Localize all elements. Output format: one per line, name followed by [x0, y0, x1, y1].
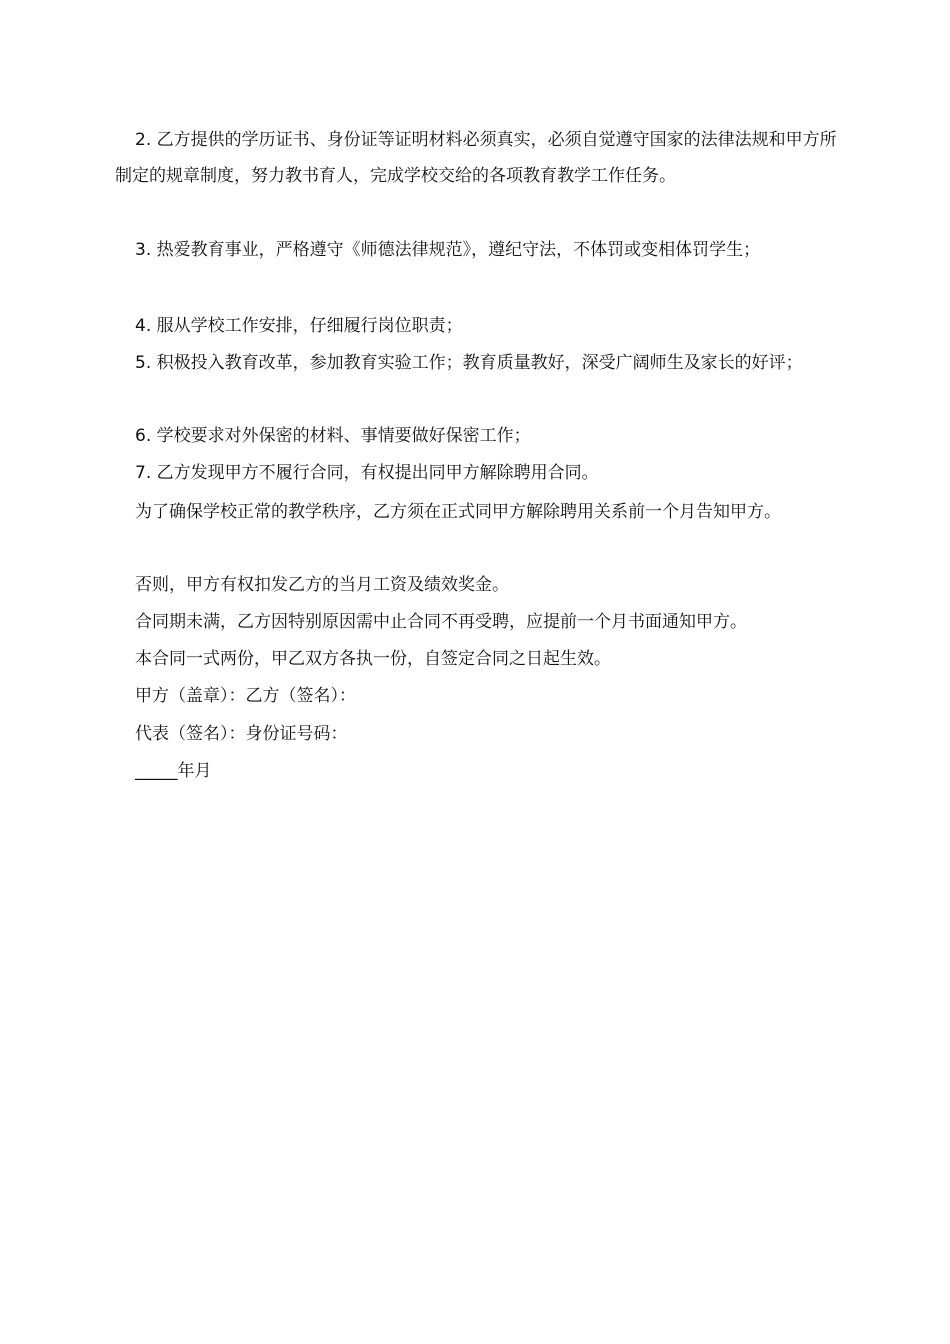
signature-line-representative: 代表（签名）：身份证号码：: [135, 724, 348, 744]
clause-7: 7. 乙方发现甲方不履行合同，有权提出同甲方解除聘用合同。: [135, 463, 599, 483]
signature-line-parties: 甲方（盖章）：乙方（签名）：: [135, 686, 356, 706]
clause-4: 4. 服从学校工作安排，仔细履行岗位职责；: [135, 316, 463, 336]
clause-2: 2. 乙方提供的学历证书、身份证等证明材料必须真实，必须自觉遵守国家的法律法规和甲方所制定的规章制度，努力教书育人，完成学校交给的各项教育教学工作任务。: [115, 130, 837, 186]
penalty-paragraph: 否则，甲方有权扣发乙方的当月工资及绩效奖金。: [135, 575, 509, 595]
clause-6: 6. 学校要求对外保密的材料、事情要做好保密工作；: [135, 426, 531, 446]
clause-5: 5. 积极投入教育改革，参加教育实验工作；教育质量教好，深受广阔师生及家长的好评；: [135, 353, 803, 373]
termination-paragraph: 合同期未满，乙方因特别原因需中止合同不再受聘，应提前一个月书面通知甲方。: [135, 612, 747, 632]
copies-paragraph: 本合同一式两份，甲乙双方各执一份，自签定合同之日起生效。: [135, 649, 611, 669]
clause-3: 3. 热爱教育事业，严格遵守《师德法律规范》，遵纪守法，不体罚或变相体罚学生；: [135, 240, 761, 260]
date-line: _____年月: [135, 761, 212, 781]
notice-paragraph: 为了确保学校正常的教学秩序，乙方须在正式同甲方解除聘用关系前一个月告知甲方。: [135, 502, 781, 522]
